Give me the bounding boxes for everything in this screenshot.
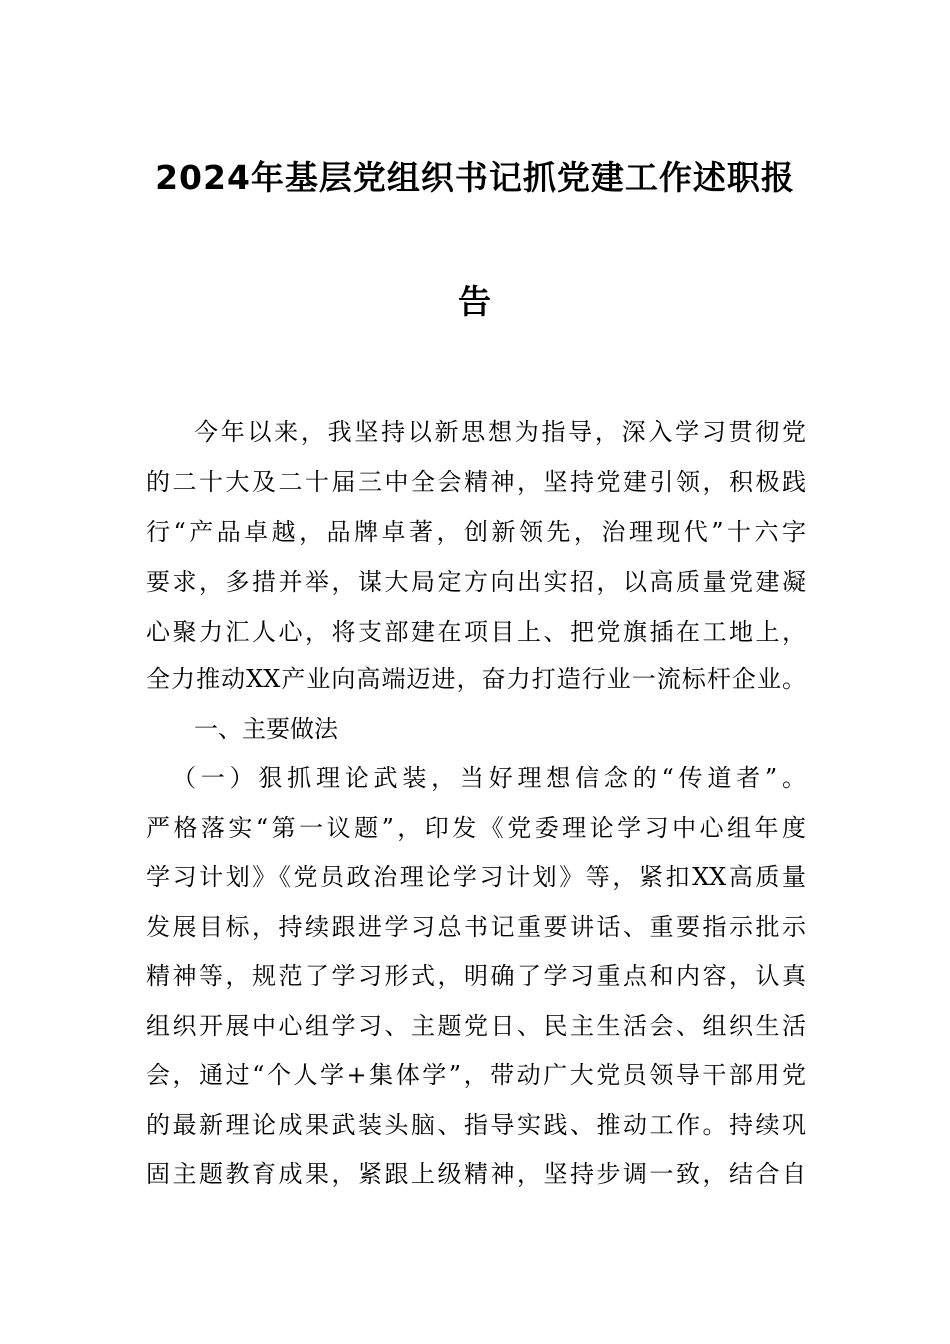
body-paragraph-line: 发展目标，持续跟进学习总书记重要讲话、重要指示批示 bbox=[146, 913, 806, 941]
intro-paragraph-line: 心聚力汇人心，将支部建在项目上、把党旗插在工地上， bbox=[146, 618, 806, 646]
intro-paragraph-line: 全力推动XX产业向高端迈进，奋力打造行业一流标杆企业。 bbox=[146, 665, 806, 693]
document-title-line-2: 告 bbox=[458, 282, 492, 321]
body-paragraph-line: 精神等，规范了学习形式，明确了学习重点和内容，认真 bbox=[146, 962, 806, 990]
intro-paragraph-line: 行“产品卓越，品牌卓著，创新领先，治理现代”十六字 bbox=[146, 518, 806, 546]
body-paragraph-line: 学习计划》《党员政治理论学习计划》等，紧扣XX高质量 bbox=[146, 863, 806, 891]
document-title-line-1: 2024年基层党组织书记抓党建工作述职报 bbox=[155, 158, 795, 197]
body-paragraph-line: 固主题教育成果，紧跟上级精神，坚持步调一致，结合自 bbox=[146, 1160, 806, 1188]
body-paragraph-line: 会，通过“个人学+集体学”，带动广大党员领导干部用党 bbox=[146, 1061, 806, 1089]
subsection-heading-line: （一）狠抓理论武装，当好理想信念的“传道者”。 bbox=[172, 764, 806, 792]
intro-paragraph-line: 的二十大及二十届三中全会精神，坚持党建引领，积极践 bbox=[146, 468, 806, 496]
body-paragraph-line: 严格落实“第一议题”，印发《党委理论学习中心组年度 bbox=[146, 814, 806, 842]
intro-paragraph-line: 要求，多措并举，谋大局定方向出实招，以高质量党建凝 bbox=[146, 568, 806, 596]
body-paragraph-line: 的最新理论成果武装头脑、指导实践、推动工作。持续巩 bbox=[146, 1111, 806, 1139]
section-heading: 一、主要做法 bbox=[194, 715, 338, 743]
body-paragraph-line: 组织开展中心组学习、主题党日、民主生活会、组织生活 bbox=[146, 1012, 806, 1040]
intro-paragraph-line: 今年以来，我坚持以新思想为指导，深入学习贯彻党 bbox=[194, 418, 806, 446]
